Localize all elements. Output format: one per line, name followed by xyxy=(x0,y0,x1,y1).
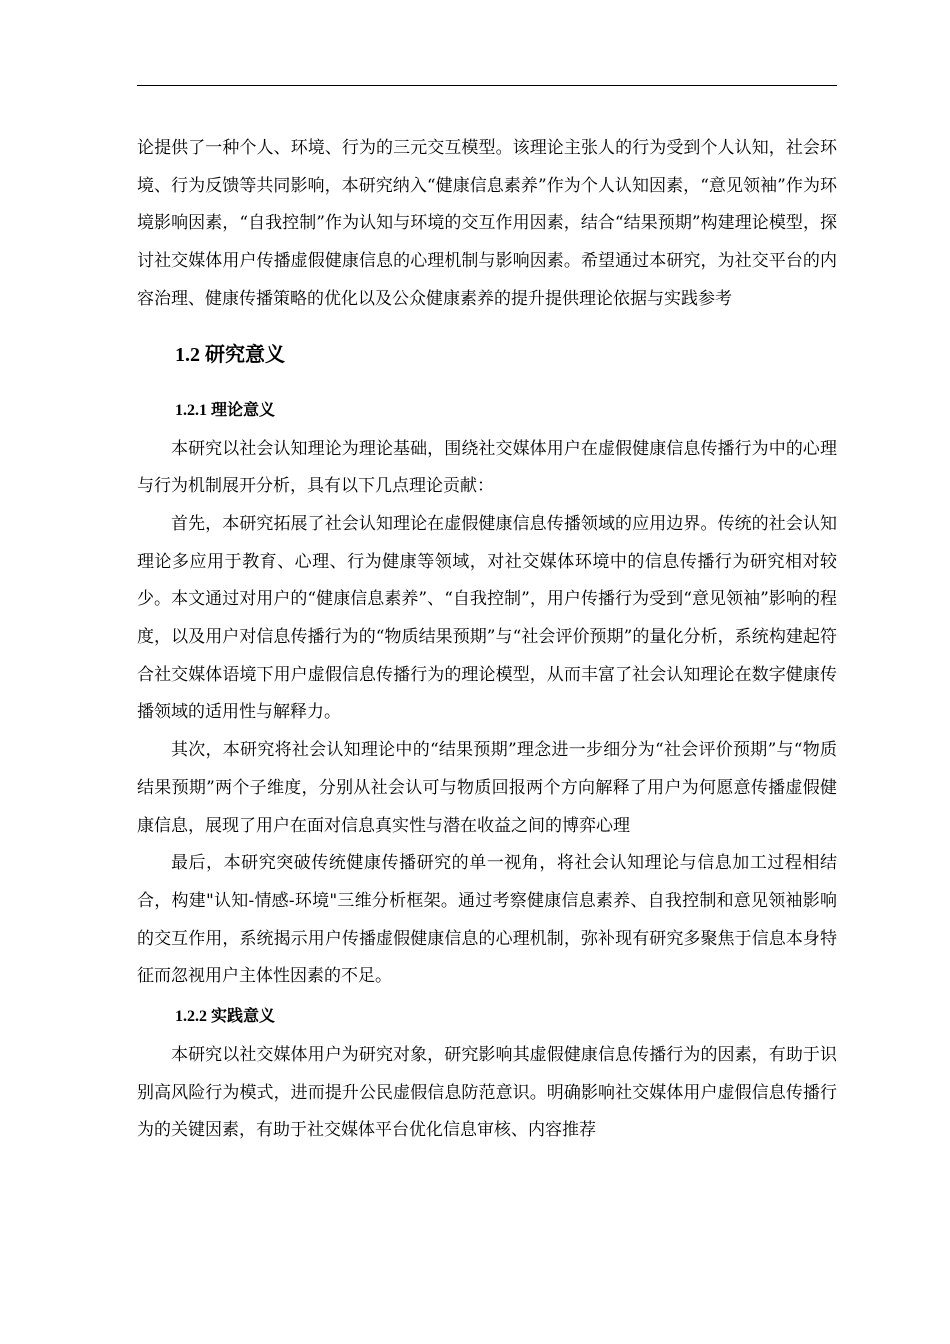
theory-paragraph-1: 本研究以社会认知理论为理论基础，围绕社交媒体用户在虚假健康信息传播行为中的心理与行为机制展开分析，具有以下几点理论贡献： xyxy=(137,438,837,497)
subsection-heading-1-2-1: 1.2.1 理论意义 xyxy=(175,401,276,419)
theory-paragraph-2: 首先，本研究拓展了社会认知理论在虚假健康信息传播领域的应用边界。传统的社会认知理论多应用于教育、心理、行为健康等领域，对社交媒体环境中的信息传播行为研究相对较少。本文通过对用户的“健康信息素养”、“自我控制”，用户传播行为受到“意见领袖”影响的程度，以及用户对信息传播行为的“物质结果预期”与“社会评价预期”的量化分析，系统构建起符合社交媒体语境下用户虚假信息传播行为的理论模型，从而丰富了社会认知理论在数字健康传播领域的适用性与解释力。 xyxy=(137,513,837,723)
section-heading-1-2: 1.2 研究意义 xyxy=(175,343,285,366)
header-rule xyxy=(137,85,837,86)
intro-paragraph: 论提供了一种个人、环境、行为的三元交互模型。该理论主张人的行为受到个人认知，社会环境、行为反馈等共同影响，本研究纳入“健康信息素养”作为个人认知因素，“意见领袖”作为环境影响因素，“自我控制”作为认知与环境的交互作用因素，结合“结果预期”构建理论模型，探讨社交媒体用户传播虚假健康信息的心理机制与影响因素。希望通过本研究，为社交平台的内容治理、健康传播策略的优化以及公众健康素养的提升提供理论依据与实践参考 xyxy=(137,138,837,309)
document-body xyxy=(137,130,837,1150)
subsection-heading-1-2-2: 1.2.2 实践意义 xyxy=(175,1008,276,1026)
practice-paragraph-1: 本研究以社交媒体用户为研究对象，研究影响其虚假健康信息传播行为的因素，有助于识别高风险行为模式，进而提升公民虚假信息防范意识。明确影响社交媒体用户虚假信息传播行为的关键因素，有助于社交媒体平台优化信息审核、内容推荐 xyxy=(137,1045,837,1141)
theory-paragraph-4: 最后，本研究突破传统健康传播研究的单一视角，将社会认知理论与信息加工过程相结合，构建"认知-情感-环境"三维分析框架。通过考察健康信息素养、自我控制和意见领袖影响的交互作用，系统揭示用户传播虚假健康信息的心理机制，弥补现有研究多聚焦于信息本身特征而忽视用户主体性因素的不足。 xyxy=(137,853,837,987)
theory-paragraph-3: 其次，本研究将社会认知理论中的“结果预期”理念进一步细分为“社会评价预期”与“物质结果预期”两个子维度，分别从社会认可与物质回报两个方向解释了用户为何愿意传播虚假健康信息，展现了用户在面对信息真实性与潜在收益之间的博弈心理 xyxy=(137,740,837,836)
